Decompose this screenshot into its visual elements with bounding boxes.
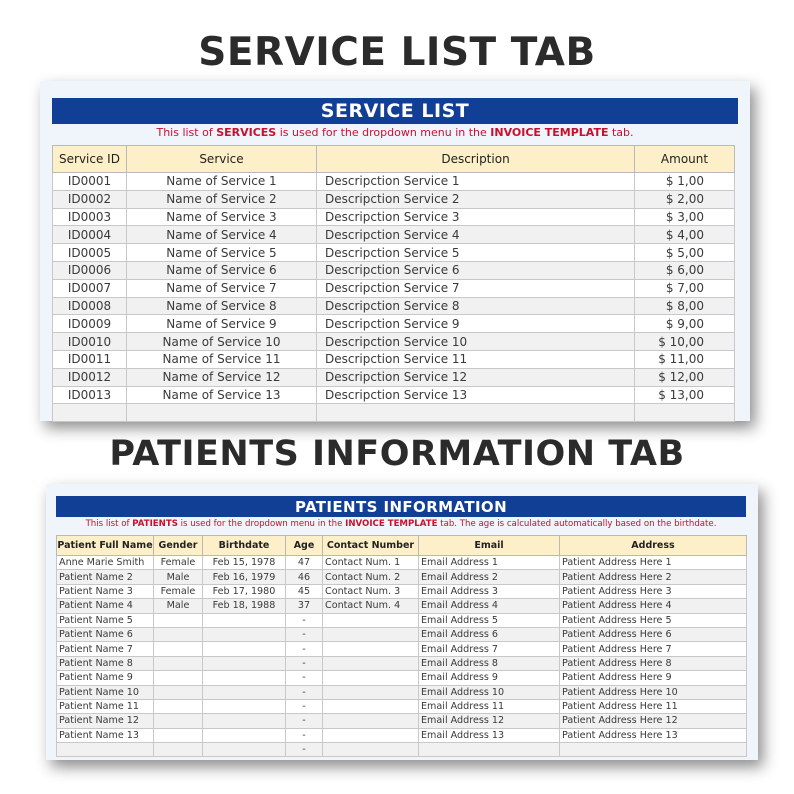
patients-information-sheet <box>46 484 758 760</box>
cell-contact-number[interactable]: Contact Num. 1 <box>323 556 419 570</box>
cell-gender[interactable] <box>154 642 203 656</box>
cell-description[interactable]: Descripction Service 6 <box>317 261 635 279</box>
cell-description[interactable]: Descripction Service 3 <box>317 208 635 226</box>
cell-service-name[interactable]: Name of Service 6 <box>127 261 317 279</box>
cell-amount[interactable]: $ 6,00 <box>635 261 735 279</box>
cell-service-id[interactable]: ID0011 <box>53 350 127 368</box>
cell-amount[interactable]: $ 8,00 <box>635 297 735 315</box>
cell-contact-number[interactable] <box>323 671 419 685</box>
cell-service-name[interactable]: Name of Service 2 <box>127 190 317 208</box>
column-header-email[interactable]: Email <box>419 536 560 556</box>
cell-email[interactable]: Email Address 6 <box>419 627 560 641</box>
service-list-table <box>52 145 735 422</box>
cell-description[interactable]: Descripction Service 12 <box>317 368 635 386</box>
cell-email[interactable] <box>419 743 560 757</box>
table-row <box>57 685 747 699</box>
cell-age[interactable]: - <box>286 699 323 713</box>
cell-service-id[interactable]: ID0012 <box>53 368 127 386</box>
cell-email[interactable]: Email Address 11 <box>419 699 560 713</box>
note-text: is used for the dropdown menu in the <box>276 126 491 139</box>
cell-gender[interactable] <box>154 743 203 757</box>
cell-address[interactable]: Patient Address Here 1 <box>560 556 747 570</box>
cell-contact-number[interactable]: Contact Num. 3 <box>323 584 419 598</box>
cell-patient-name[interactable]: Patient Name 7 <box>57 642 154 656</box>
cell-description[interactable]: Descripction Service 4 <box>317 226 635 244</box>
table-row <box>57 714 747 728</box>
cell-age[interactable]: - <box>286 743 323 757</box>
cell-description[interactable]: Descripction Service 7 <box>317 279 635 297</box>
cell-email[interactable]: Email Address 13 <box>419 728 560 742</box>
cell-patient-name[interactable]: Patient Name 8 <box>57 656 154 670</box>
cell-amount[interactable]: $ 7,00 <box>635 279 735 297</box>
table-row <box>57 570 747 584</box>
cell-service-id[interactable]: ID0007 <box>53 279 127 297</box>
cell-service-id[interactable]: ID0001 <box>53 173 127 191</box>
cell-address[interactable]: Patient Address Here 13 <box>560 728 747 742</box>
service-list-banner: SERVICE LIST <box>52 98 738 124</box>
cell-description[interactable]: Descripction Service 13 <box>317 386 635 404</box>
cell-service-id[interactable]: ID0006 <box>53 261 127 279</box>
note-text: This list of <box>85 519 133 529</box>
table-header-row <box>53 146 735 173</box>
service-list-tab-heading: SERVICE LIST TAB <box>198 30 596 75</box>
cell-gender[interactable] <box>154 685 203 699</box>
cell-birthdate[interactable]: Feb 15, 1978 <box>203 556 286 570</box>
cell-service-name[interactable]: Name of Service 10 <box>127 333 317 351</box>
cell-service-name[interactable]: Name of Service 5 <box>127 244 317 262</box>
cell-service-id[interactable]: ID0004 <box>53 226 127 244</box>
cell-address[interactable]: Patient Address Here 2 <box>560 570 747 584</box>
table-row <box>53 368 735 386</box>
cell-service-name[interactable]: Name of Service 7 <box>127 279 317 297</box>
cell-address[interactable]: Patient Address Here 9 <box>560 671 747 685</box>
cell-service-name[interactable]: Name of Service 8 <box>127 297 317 315</box>
note-keyword: INVOICE TEMPLATE <box>345 519 438 529</box>
table-row <box>53 279 735 297</box>
cell-patient-name[interactable]: Patient Name 12 <box>57 714 154 728</box>
cell-service-name[interactable] <box>127 404 317 422</box>
note-text: tab. <box>608 126 634 139</box>
cell-amount[interactable]: $ 2,00 <box>635 190 735 208</box>
cell-gender[interactable] <box>154 728 203 742</box>
cell-address[interactable]: Patient Address Here 7 <box>560 642 747 656</box>
cell-amount[interactable] <box>635 404 735 422</box>
cell-age[interactable]: - <box>286 685 323 699</box>
cell-amount[interactable]: $ 4,00 <box>635 226 735 244</box>
table-row <box>53 190 735 208</box>
cell-contact-number[interactable] <box>323 714 419 728</box>
cell-contact-number[interactable]: Contact Num. 2 <box>323 570 419 584</box>
table-row <box>53 386 735 404</box>
cell-amount[interactable]: $ 1,00 <box>635 173 735 191</box>
cell-gender[interactable] <box>154 656 203 670</box>
table-row <box>57 642 747 656</box>
cell-service-id[interactable]: ID0008 <box>53 297 127 315</box>
cell-email[interactable]: Email Address 4 <box>419 599 560 613</box>
cell-address[interactable]: Patient Address Here 3 <box>560 584 747 598</box>
cell-address[interactable]: Patient Address Here 5 <box>560 613 747 627</box>
cell-amount[interactable]: $ 13,00 <box>635 386 735 404</box>
column-header-age[interactable]: Age <box>286 536 323 556</box>
cell-description[interactable]: Descripction Service 2 <box>317 190 635 208</box>
cell-amount[interactable]: $ 9,00 <box>635 315 735 333</box>
cell-contact-number[interactable] <box>323 685 419 699</box>
cell-contact-number[interactable] <box>323 656 419 670</box>
table-row <box>57 599 747 613</box>
cell-address[interactable]: Patient Address Here 8 <box>560 656 747 670</box>
table-row <box>53 350 735 368</box>
cell-gender[interactable]: Male <box>154 599 203 613</box>
cell-patient-name[interactable] <box>57 743 154 757</box>
note-keyword: PATIENTS <box>132 519 178 529</box>
cell-service-id[interactable]: ID0005 <box>53 244 127 262</box>
cell-address[interactable]: Patient Address Here 12 <box>560 714 747 728</box>
table-row <box>57 613 747 627</box>
cell-description[interactable]: Descripction Service 11 <box>317 350 635 368</box>
table-row <box>53 333 735 351</box>
cell-service-id[interactable]: ID0003 <box>53 208 127 226</box>
note-text: tab. The age is calculated automatically based on the birthdate. <box>437 519 717 529</box>
cell-contact-number[interactable] <box>323 699 419 713</box>
column-header-patient-full-name[interactable]: Patient Full Name <box>57 536 154 556</box>
cell-service-name[interactable]: Name of Service 9 <box>127 315 317 333</box>
cell-patient-name[interactable]: Patient Name 2 <box>57 570 154 584</box>
table-row <box>57 728 747 742</box>
note-text: is used for the dropdown menu in the <box>177 519 346 529</box>
cell-birthdate[interactable] <box>203 714 286 728</box>
cell-patient-name[interactable]: Patient Name 11 <box>57 699 154 713</box>
cell-age[interactable]: - <box>286 728 323 742</box>
cell-age[interactable]: 45 <box>286 584 323 598</box>
cell-birthdate[interactable]: Feb 17, 1980 <box>203 584 286 598</box>
table-row <box>57 556 747 570</box>
cell-gender[interactable]: Female <box>154 556 203 570</box>
cell-patient-name[interactable]: Patient Name 6 <box>57 627 154 641</box>
patients-information-table <box>56 535 747 757</box>
cell-email[interactable]: Email Address 5 <box>419 613 560 627</box>
cell-description[interactable] <box>317 404 635 422</box>
column-header-address[interactable]: Address <box>560 536 747 556</box>
cell-gender[interactable] <box>154 699 203 713</box>
cell-address[interactable]: Patient Address Here 4 <box>560 599 747 613</box>
table-row <box>53 261 735 279</box>
cell-address[interactable]: Patient Address Here 6 <box>560 627 747 641</box>
table-row <box>53 226 735 244</box>
cell-service-name[interactable]: Name of Service 13 <box>127 386 317 404</box>
cell-service-id[interactable] <box>53 404 127 422</box>
patients-information-tab-heading: PATIENTS INFORMATION TAB <box>109 434 685 474</box>
cell-age[interactable]: - <box>286 656 323 670</box>
cell-email[interactable]: Email Address 1 <box>419 556 560 570</box>
cell-patient-name[interactable]: Patient Name 13 <box>57 728 154 742</box>
cell-service-name[interactable]: Name of Service 11 <box>127 350 317 368</box>
cell-birthdate[interactable] <box>203 656 286 670</box>
cell-age[interactable]: - <box>286 714 323 728</box>
cell-description[interactable]: Descripction Service 5 <box>317 244 635 262</box>
cell-birthdate[interactable] <box>203 613 286 627</box>
table-row <box>53 404 735 422</box>
column-header-service-id[interactable]: Service ID <box>53 146 127 173</box>
column-header-service[interactable]: Service <box>127 146 317 173</box>
cell-address[interactable]: Patient Address Here 10 <box>560 685 747 699</box>
table-row <box>53 208 735 226</box>
cell-birthdate[interactable] <box>203 685 286 699</box>
cell-description[interactable]: Descripction Service 1 <box>317 173 635 191</box>
cell-birthdate[interactable]: Feb 16, 1979 <box>203 570 286 584</box>
cell-birthdate[interactable] <box>203 642 286 656</box>
cell-description[interactable]: Descripction Service 9 <box>317 315 635 333</box>
cell-patient-name[interactable]: Anne Marie Smith <box>57 556 154 570</box>
cell-birthdate[interactable] <box>203 671 286 685</box>
cell-service-name[interactable]: Name of Service 4 <box>127 226 317 244</box>
column-header-birthdate[interactable]: Birthdate <box>203 536 286 556</box>
cell-contact-number[interactable] <box>323 613 419 627</box>
cell-email[interactable]: Email Address 9 <box>419 671 560 685</box>
cell-address[interactable]: Patient Address Here 11 <box>560 699 747 713</box>
cell-patient-name[interactable]: Patient Name 9 <box>57 671 154 685</box>
patients-information-note <box>56 519 746 529</box>
cell-birthdate[interactable] <box>203 743 286 757</box>
cell-birthdate[interactable] <box>203 627 286 641</box>
cell-patient-name[interactable]: Patient Name 3 <box>57 584 154 598</box>
cell-email[interactable]: Email Address 7 <box>419 642 560 656</box>
note-keyword: SERVICES <box>216 126 277 139</box>
cell-gender[interactable] <box>154 714 203 728</box>
note-text: This list of <box>156 126 217 139</box>
table-row <box>57 584 747 598</box>
cell-age[interactable]: 37 <box>286 599 323 613</box>
cell-contact-number[interactable] <box>323 743 419 757</box>
cell-email[interactable]: Email Address 8 <box>419 656 560 670</box>
cell-patient-name[interactable]: Patient Name 10 <box>57 685 154 699</box>
cell-service-name[interactable]: Name of Service 1 <box>127 173 317 191</box>
service-list-note <box>52 126 738 139</box>
cell-age[interactable]: - <box>286 671 323 685</box>
cell-email[interactable]: Email Address 2 <box>419 570 560 584</box>
table-row <box>53 244 735 262</box>
cell-age[interactable]: 46 <box>286 570 323 584</box>
cell-service-id[interactable]: ID0002 <box>53 190 127 208</box>
cell-birthdate[interactable] <box>203 699 286 713</box>
patients-information-banner: PATIENTS INFORMATION <box>56 496 746 517</box>
cell-patient-name[interactable]: Patient Name 4 <box>57 599 154 613</box>
note-keyword: INVOICE TEMPLATE <box>490 126 609 139</box>
cell-gender[interactable]: Male <box>154 570 203 584</box>
cell-age[interactable]: - <box>286 642 323 656</box>
cell-amount[interactable]: $ 11,00 <box>635 350 735 368</box>
cell-contact-number[interactable]: Contact Num. 4 <box>323 599 419 613</box>
cell-birthdate[interactable] <box>203 728 286 742</box>
column-header-gender[interactable]: Gender <box>154 536 203 556</box>
cell-service-id[interactable]: ID0013 <box>53 386 127 404</box>
table-row <box>57 656 747 670</box>
table-row <box>53 173 735 191</box>
table-row <box>53 297 735 315</box>
cell-contact-number[interactable] <box>323 728 419 742</box>
table-row <box>57 627 747 641</box>
cell-service-id[interactable]: ID0010 <box>53 333 127 351</box>
cell-gender[interactable]: Female <box>154 584 203 598</box>
cell-description[interactable]: Descripction Service 8 <box>317 297 635 315</box>
cell-birthdate[interactable]: Feb 18, 1988 <box>203 599 286 613</box>
cell-amount[interactable]: $ 12,00 <box>635 368 735 386</box>
column-header-description[interactable]: Description <box>317 146 635 173</box>
cell-contact-number[interactable] <box>323 642 419 656</box>
cell-gender[interactable] <box>154 671 203 685</box>
cell-age[interactable]: - <box>286 627 323 641</box>
cell-age[interactable]: 47 <box>286 556 323 570</box>
cell-patient-name[interactable]: Patient Name 5 <box>57 613 154 627</box>
cell-amount[interactable]: $ 10,00 <box>635 333 735 351</box>
cell-amount[interactable]: $ 3,00 <box>635 208 735 226</box>
cell-gender[interactable] <box>154 613 203 627</box>
cell-age[interactable]: - <box>286 613 323 627</box>
cell-address[interactable] <box>560 743 747 757</box>
cell-description[interactable]: Descripction Service 10 <box>317 333 635 351</box>
column-header-contact-number[interactable]: Contact Number <box>323 536 419 556</box>
table-header-row <box>57 536 747 556</box>
cell-email[interactable]: Email Address 10 <box>419 685 560 699</box>
table-row <box>57 743 747 757</box>
cell-service-name[interactable]: Name of Service 3 <box>127 208 317 226</box>
cell-amount[interactable]: $ 5,00 <box>635 244 735 262</box>
table-row <box>53 315 735 333</box>
cell-gender[interactable] <box>154 627 203 641</box>
cell-service-name[interactable]: Name of Service 12 <box>127 368 317 386</box>
cell-email[interactable]: Email Address 12 <box>419 714 560 728</box>
column-header-amount[interactable]: Amount <box>635 146 735 173</box>
cell-email[interactable]: Email Address 3 <box>419 584 560 598</box>
table-row <box>57 699 747 713</box>
service-list-sheet <box>40 81 750 421</box>
cell-contact-number[interactable] <box>323 627 419 641</box>
table-row <box>57 671 747 685</box>
cell-service-id[interactable]: ID0009 <box>53 315 127 333</box>
